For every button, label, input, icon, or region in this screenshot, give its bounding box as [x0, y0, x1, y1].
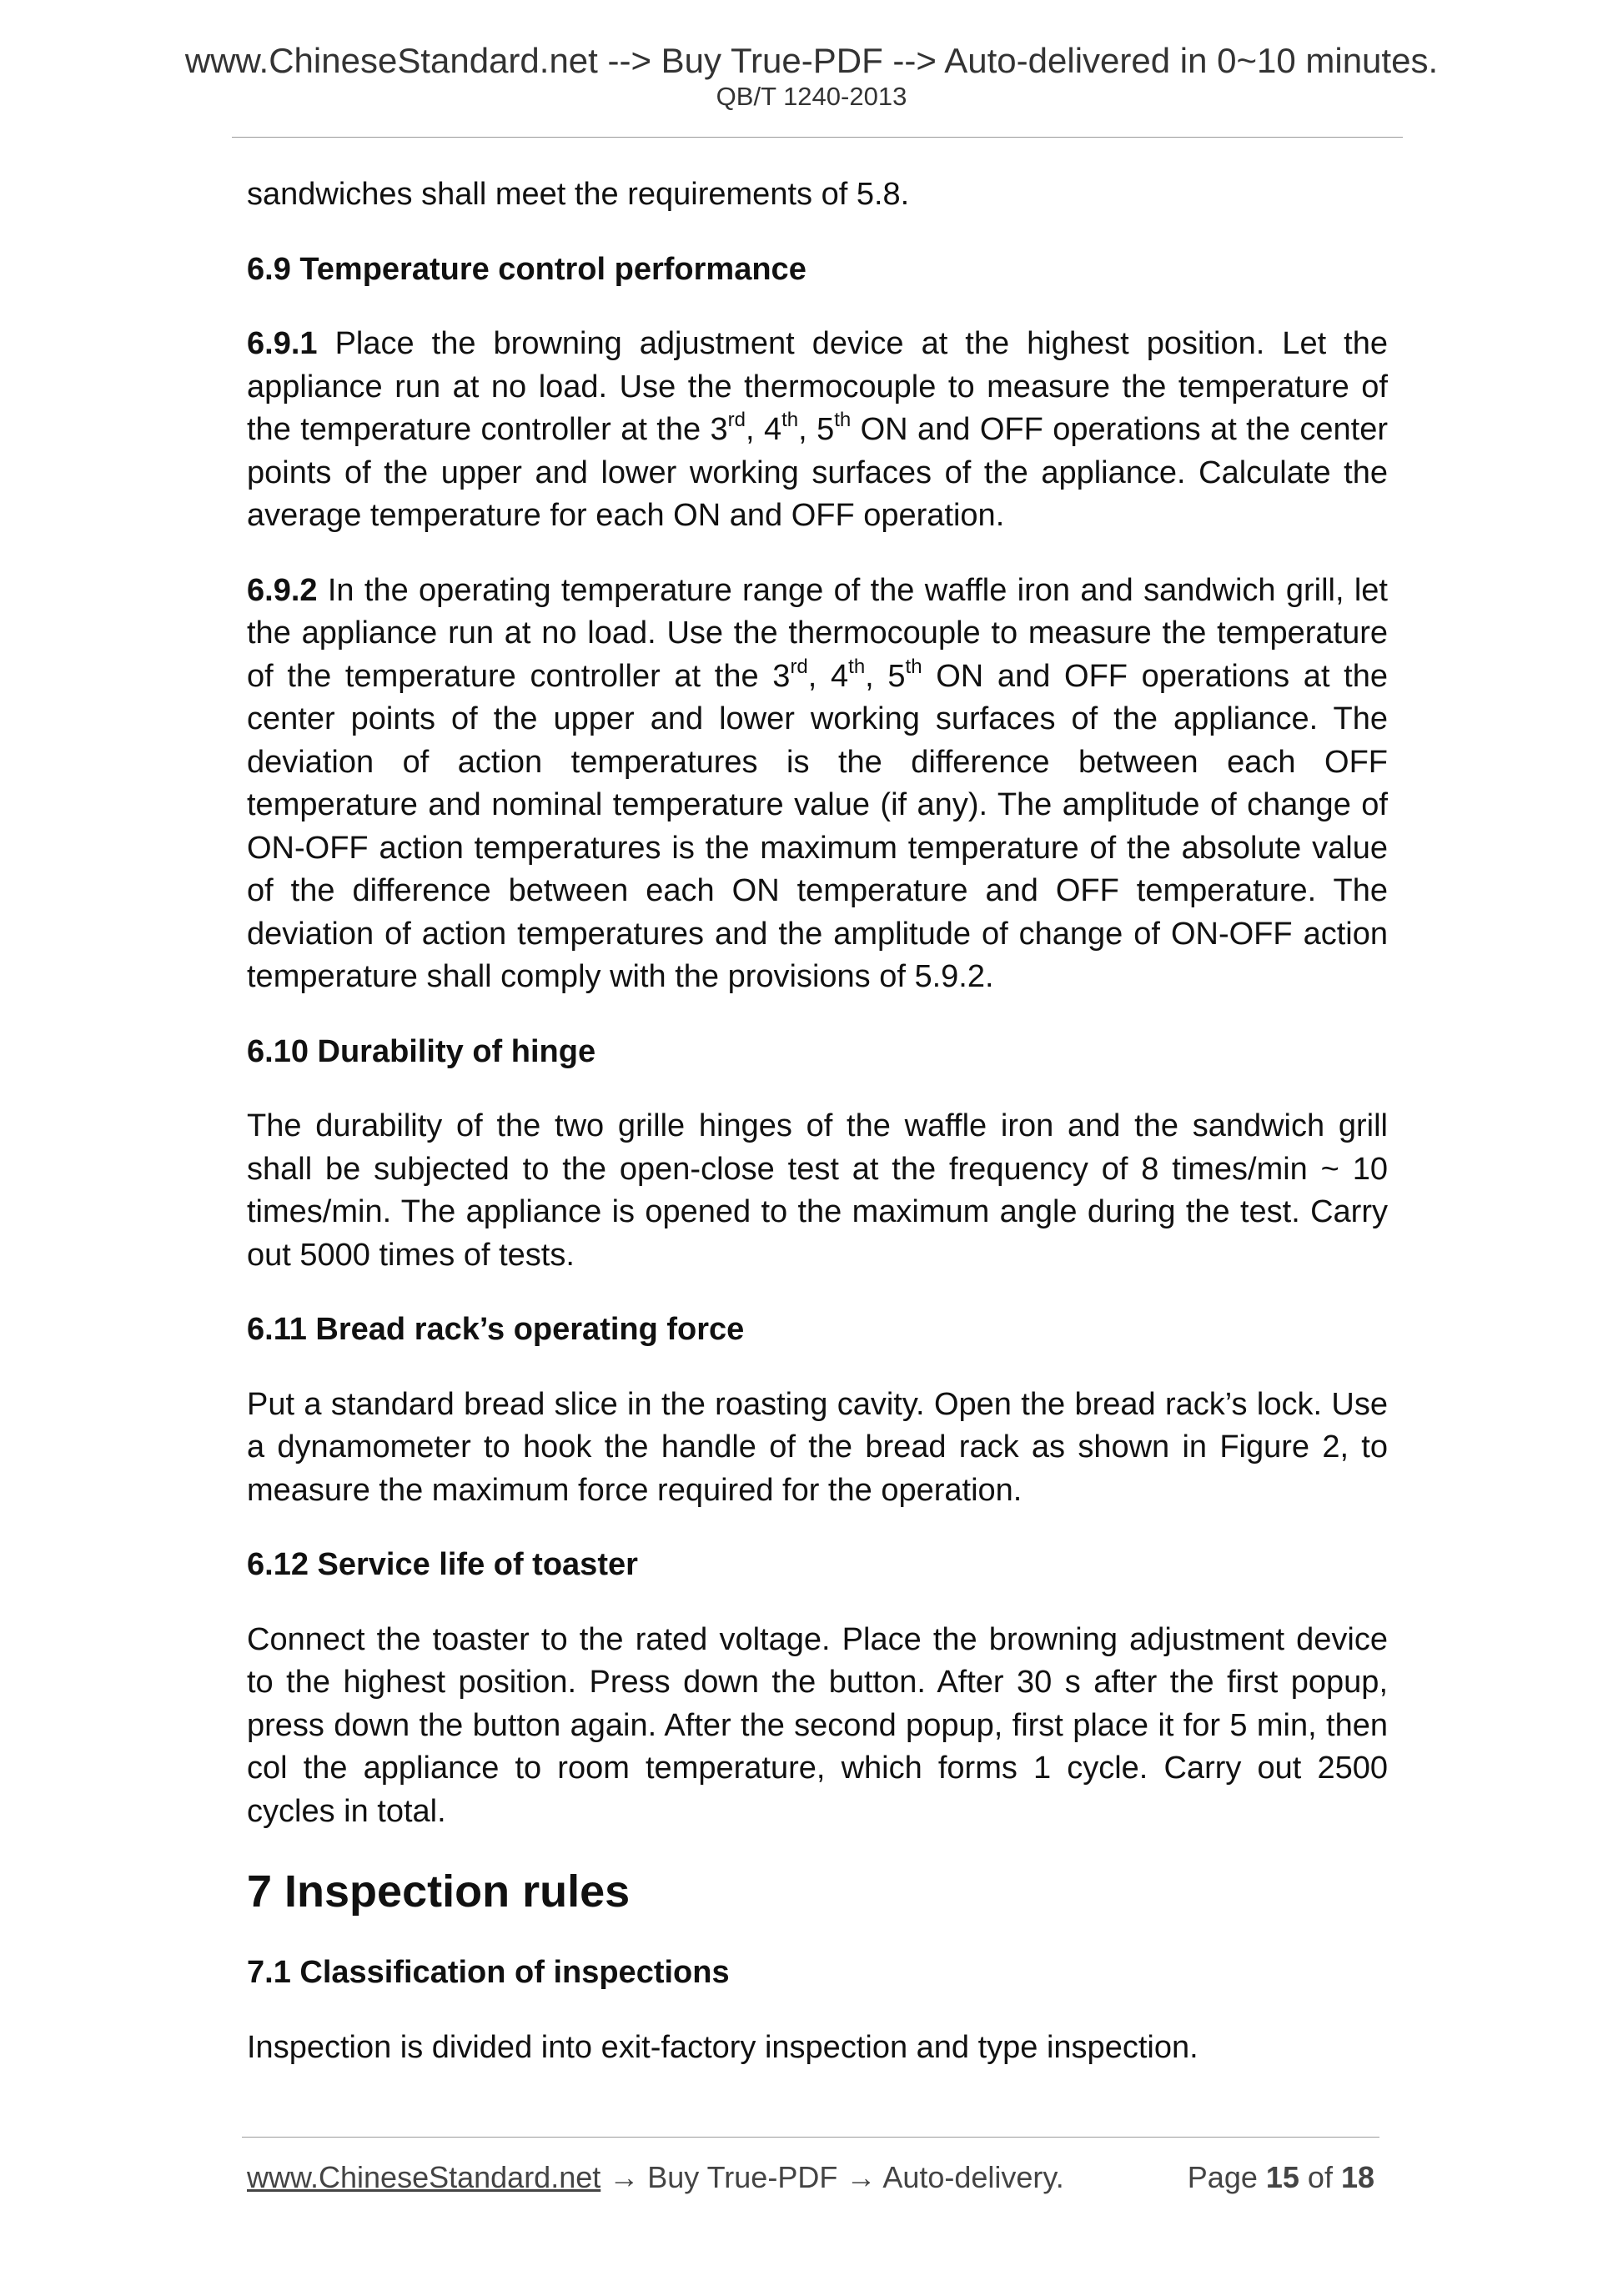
text-segment: , 5	[798, 412, 835, 447]
text-segment: , 4	[807, 658, 849, 694]
page-number	[1188, 2159, 1374, 2196]
heading-6-9: 6.9 Temperature control performance	[247, 251, 806, 287]
paragraph-7-1: Inspection is divided into exit-factory inspection and type inspection.	[247, 2029, 1198, 2065]
superscript: th	[834, 409, 852, 432]
text-segment: In the operating temperature range of the waffle iron and sandwich grill, let the appliance run at no load. Use the thermocouple to measure the temperature of the temperature controller at the 3	[247, 572, 1388, 694]
footer-promo-text: → Buy True-PDF → Auto-delivery.	[600, 2160, 1064, 2194]
text-segment: ON and OFF operations at the center points of the upper and lower working surfaces of the appliance. The deviation of action temperatures is the difference between each OFF temperature and nominal temperature value (if any). The amplitude of change of ON-OFF action temperatures is the maximum temperature of the absolute value of the difference between each ON temperature and OFF temperature. The deviation of action temperatures and the amplitude of change of ON-OFF action temperature shall comply with the provisions of 5.9.2.	[247, 658, 1389, 994]
page-content	[247, 173, 1388, 2101]
header-divider	[232, 137, 1403, 138]
standard-number: QB/T 1240-2013	[716, 82, 907, 111]
top-banner: www.ChineseStandard.net --> Buy True-PDF --> Auto-delivered in 0~10 minutes.	[184, 41, 1439, 80]
heading-6-10: 6.10 Durability of hinge	[247, 1033, 596, 1069]
footer-promo	[247, 2159, 1064, 2196]
paragraph-6-12: Connect the toaster to the rated voltage. Place the browning adjustment device to the highest position. Press down the button. After 30 s after the first popup, press down the button again. After the second popup, first place it for 5 min, then col the appliance to room temperature, which forms 1 cycle. Carry out 2500 cycles in total.	[247, 1621, 1388, 1829]
heading-7-1: 7.1 Classification of inspections	[247, 1955, 730, 1990]
page-label: Page	[1187, 2160, 1266, 2194]
paragraph-6-11: Put a standard bread slice in the roasting cavity. Open the bread rack’s lock. Use a dynamometer to hook the handle of the bread rack as shown in Figure 2, to measure the maximum force required for the operation.	[247, 1386, 1388, 1508]
heading-6-12: 6.12 Service life of toaster	[247, 1547, 638, 1582]
text-segment: Place the browning adjustment device at the highest position. Let the appliance run at no load. Use the thermocouple to measure the temperature of the temperature controller at the 3	[247, 326, 1388, 447]
text-segment: , 4	[746, 412, 782, 447]
footer-divider	[242, 2137, 1379, 2138]
footer-link[interactable]: www.ChineseStandard.net	[247, 2160, 601, 2194]
text-segment: ON and OFF operations at the center points of the upper and lower working surfaces of the appliance. Calculate the average temperature for each ON and OFF operation.	[247, 412, 1388, 533]
superscript: th	[848, 655, 866, 678]
page-current: 15	[1265, 2160, 1299, 2194]
heading-7: 7 Inspection rules	[247, 1866, 631, 1917]
superscript: rd	[727, 409, 746, 432]
superscript: th	[781, 409, 799, 432]
clause-number: 6.9.2	[247, 572, 318, 608]
clause-number: 6.9.1	[247, 326, 318, 361]
superscript: th	[905, 655, 922, 678]
paragraph-6-9-2	[247, 570, 1388, 999]
paragraph-6-10: The durability of the two grille hinges of the waffle iron and the sandwich grill shall be subjected to the open-close test at the frequency of 8 times/min ~ 10 times/min. The appliance is opened to the maximum angle during the test. Carry out 5000 times of tests.	[247, 1108, 1388, 1273]
heading-6-11: 6.11 Bread rack’s operating force	[247, 1312, 745, 1347]
page-of: of	[1299, 2160, 1341, 2194]
continued-paragraph: sandwiches shall meet the requirements of 5.8.	[247, 177, 910, 212]
paragraph-6-9-1	[247, 323, 1388, 538]
text-segment: , 5	[865, 658, 906, 694]
superscript: rd	[790, 655, 808, 678]
page-total: 18	[1340, 2160, 1374, 2194]
